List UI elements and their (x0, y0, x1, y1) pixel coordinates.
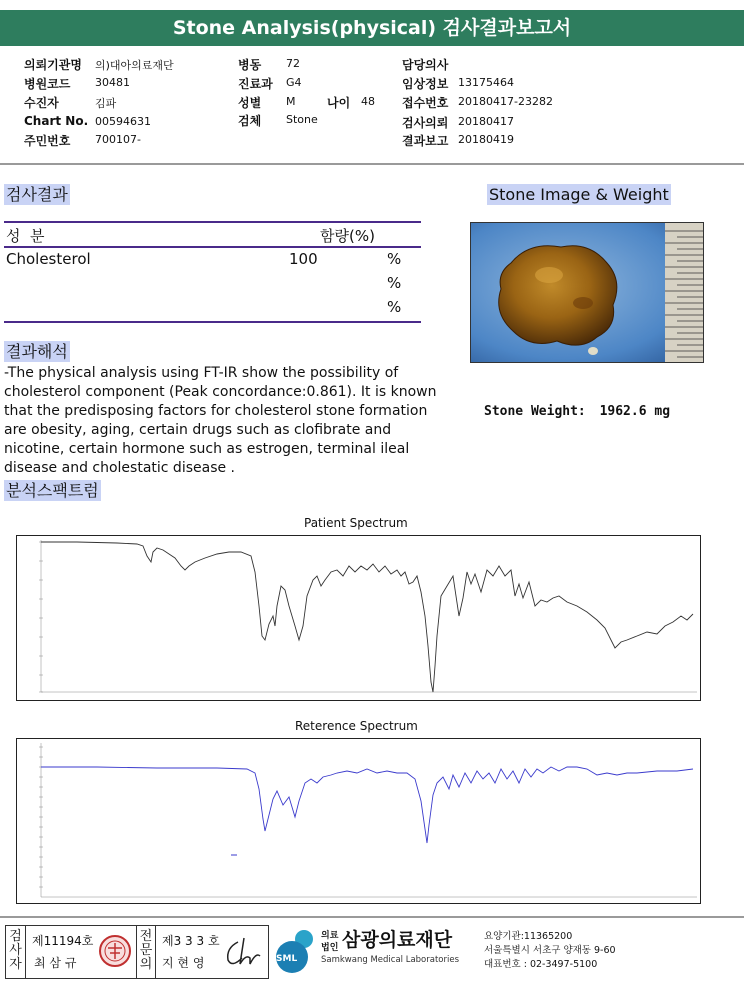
org-address-1: 요양기관:11365200 (484, 931, 573, 942)
stone-photo-svg (471, 223, 703, 362)
spec-person-name: 지 현 영 (162, 956, 205, 970)
info-label-age: 나이 (327, 96, 351, 110)
org-english-name: Samkwang Medical Laboratories (321, 955, 460, 965)
info-value-report: 20180419 (458, 133, 514, 146)
stone-weight (484, 404, 670, 419)
info-label-org: 의뢰기관명 (24, 58, 82, 72)
info-value-sex: M (286, 95, 296, 108)
spec-vertical-char: 의 (139, 957, 153, 972)
org-address-2: 서울특별시 서초구 양재동 9-60 (484, 945, 616, 956)
reference-spectrum-line (41, 767, 693, 843)
info-label-doctor: 담당의사 (402, 58, 449, 72)
patient-spectrum-line (41, 542, 693, 692)
interpretation-text: -The physical analysis using FT-IR show the possibility of cholesterol component (Peak concordance:0.861). It is known that the predisposing factors for cholesterol stone formation are obesity, aging, certain drugs such as clofibrate and nicotine, certain hormone such as estrogen, terminal ileal disease and cholestatic disease . (4, 365, 437, 476)
stone-heading: Stone Image & Weight (489, 185, 669, 204)
results-rule-bottom (4, 321, 421, 323)
spec-license-no: 제3 3 3 호 (162, 934, 220, 948)
info-value-clinical: 13175464 (458, 76, 514, 89)
info-value-ward: 72 (286, 57, 300, 70)
reference-y-ticks (39, 743, 697, 897)
footer-separator (0, 916, 744, 918)
exam-vertical-char: 자 (9, 957, 22, 972)
info-label-hospital-code: 병원코드 (24, 77, 71, 91)
results-rule-top (4, 221, 421, 223)
sml-logo-text: SML (276, 954, 298, 964)
results-row-unit: % (387, 298, 402, 316)
results-row-unit: % (387, 250, 402, 268)
signature-box (5, 925, 269, 979)
info-label-report: 결과보고 (402, 134, 449, 148)
info-value-patient: 김파 (95, 97, 117, 110)
patient-spectrum-svg (17, 536, 700, 700)
results-row-component: Cholesterol (6, 250, 91, 268)
handwritten-signature (220, 934, 264, 972)
report-title: Stone Analysis(physical) 검사결과보고서 (0, 10, 744, 46)
info-label-patient: 수진자 (24, 96, 59, 110)
reference-spectrum-svg (17, 739, 700, 903)
info-value-specimen: Stone (286, 113, 318, 126)
spectrum-heading: 분석스팩트럼 (6, 481, 99, 500)
results-col-component: 성 분 (6, 227, 45, 245)
org-address-3: 대표번호 : 02-3497-5100 (484, 959, 598, 970)
info-value-request: 20180417 (458, 115, 514, 128)
info-value-chart: 00594631 (95, 115, 151, 128)
stone-photo (470, 222, 704, 363)
spec-vertical-label (136, 926, 156, 978)
info-separator (0, 163, 744, 165)
info-label-clinical: 임상정보 (402, 77, 449, 91)
org-small-2: 법인 (321, 943, 339, 953)
info-label-dept: 진료과 (238, 77, 273, 91)
org-name: 삼광의료재단 (342, 929, 453, 951)
info-label-specimen: 검체 (238, 114, 262, 128)
results-rule-header (4, 246, 421, 248)
reference-spectrum-title: Reterence Spectrum (295, 719, 418, 733)
info-label-request: 검사의뢰 (402, 116, 449, 130)
results-row-unit: % (387, 274, 402, 292)
info-value-dept: G4 (286, 76, 302, 89)
patient-y-ticks (39, 540, 697, 692)
info-label-resident-no: 주민번호 (24, 134, 71, 148)
info-block (0, 50, 744, 160)
info-label-sex: 성별 (238, 96, 262, 110)
patient-spectrum-chart (16, 535, 701, 701)
stone-weight-value: 1962.6 mg (599, 404, 671, 419)
sml-logo-icon (270, 925, 320, 975)
info-value-receipt: 20180417-23282 (458, 95, 553, 108)
red-seal-stamp (98, 934, 132, 968)
exam-vertical-char: 사 (9, 943, 22, 958)
exam-person-name: 최 삼 규 (34, 956, 77, 970)
spec-vertical-char: 문 (139, 943, 153, 958)
info-value-age: 48 (361, 95, 375, 108)
stone-weight-label: Stone Weight: (484, 404, 586, 419)
spec-vertical-char: 전 (139, 929, 153, 944)
reference-spectrum-chart (16, 738, 701, 904)
info-label-ward: 병동 (238, 58, 262, 72)
exam-license-no: 제11194호 (32, 934, 94, 948)
exam-vertical-char: 검 (9, 929, 22, 944)
info-label-chart: Chart No. (24, 114, 89, 128)
interpretation-heading: 결과해석 (6, 342, 68, 361)
info-value-org: 의)대아의료재단 (95, 59, 174, 72)
patient-spectrum-title: Patient Spectrum (304, 516, 408, 530)
info-value-hospital-code: 30481 (95, 76, 130, 89)
org-small-1: 의료 (321, 931, 339, 941)
results-col-content: 함량(%) (320, 227, 375, 245)
exam-vertical-label (6, 926, 26, 978)
info-label-receipt: 접수번호 (402, 96, 449, 110)
results-heading: 검사결과 (6, 185, 68, 204)
info-value-resident-no: 700107- (95, 133, 141, 146)
results-row-value: 100 (289, 250, 318, 268)
